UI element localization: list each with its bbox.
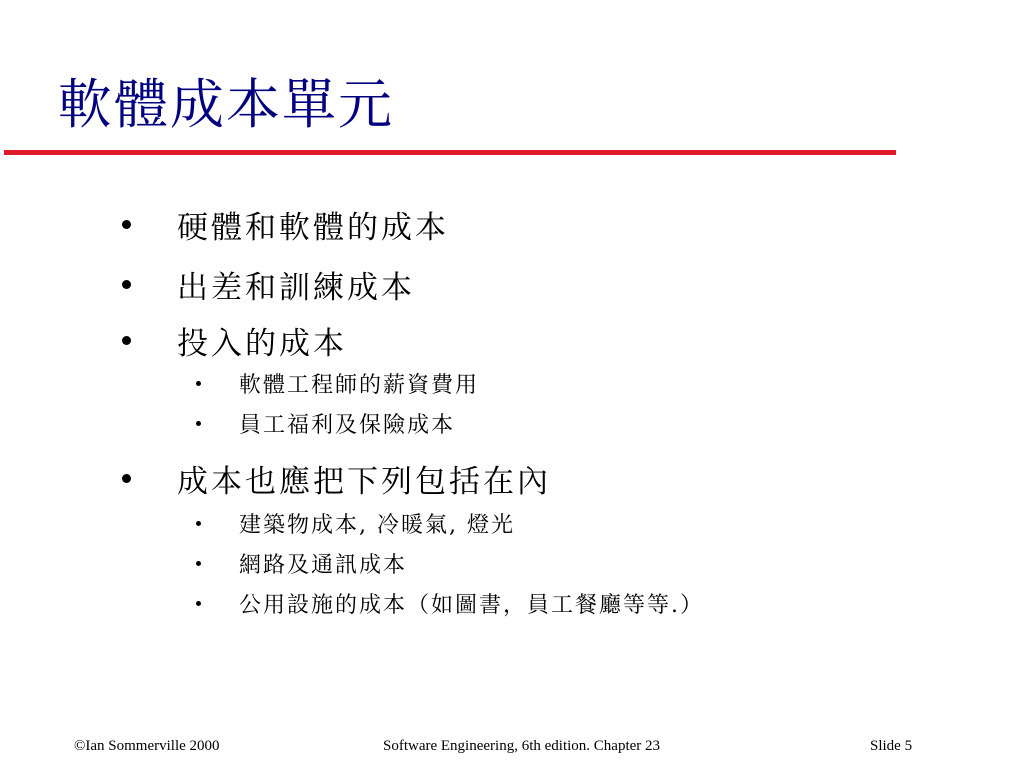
sub-bullet-text: 建築物成本, 冷暖氣, 燈光: [239, 513, 515, 538]
sub-bullet-item: [196, 588, 704, 619]
slide-title: 軟體成本單元: [58, 73, 394, 136]
sub-bullet-text: 網路及通訊成本: [239, 553, 408, 578]
footer-copyright: ©Ian Sommerville 2000: [74, 738, 220, 754]
sub-bullet-item: [196, 368, 479, 399]
sub-bullet-dot-icon: [196, 521, 201, 526]
footer-book-title: Software Engineering, 6th edition. Chapter 23: [383, 738, 661, 754]
title-divider: [4, 150, 896, 155]
bullet-text: 硬體和軟體的成本: [177, 210, 449, 246]
sub-bullet-dot-icon: [196, 381, 201, 386]
bullet-text: 投入的成本: [177, 326, 347, 362]
sub-bullet-item: [196, 408, 455, 439]
bullet-item: [122, 318, 347, 363]
sub-bullet-item: [196, 548, 407, 579]
sub-bullet-dot-icon: [196, 561, 201, 566]
sub-bullet-text: 員工福利及保險成本: [239, 413, 456, 438]
bullet-text: 出差和訓練成本: [177, 270, 415, 306]
bullet-dot-icon: [122, 474, 131, 483]
bullet-item: [122, 456, 551, 501]
sub-bullet-item: [196, 508, 515, 539]
sub-bullet-dot-icon: [196, 601, 201, 606]
sub-bullet-text: 公用設施的成本（如圖書，員工餐廳等等.）: [239, 593, 704, 618]
sub-bullet-dot-icon: [196, 421, 201, 426]
footer-slide-number: Slide 5: [870, 738, 913, 754]
bullet-dot-icon: [122, 280, 131, 289]
sub-bullet-text: 軟體工程師的薪資費用: [239, 373, 480, 398]
bullet-item: [122, 262, 415, 307]
bullet-text: 成本也應把下列包括在內: [177, 464, 551, 500]
bullet-dot-icon: [122, 336, 131, 345]
bullet-dot-icon: [122, 220, 131, 229]
bullet-item: [122, 202, 449, 247]
